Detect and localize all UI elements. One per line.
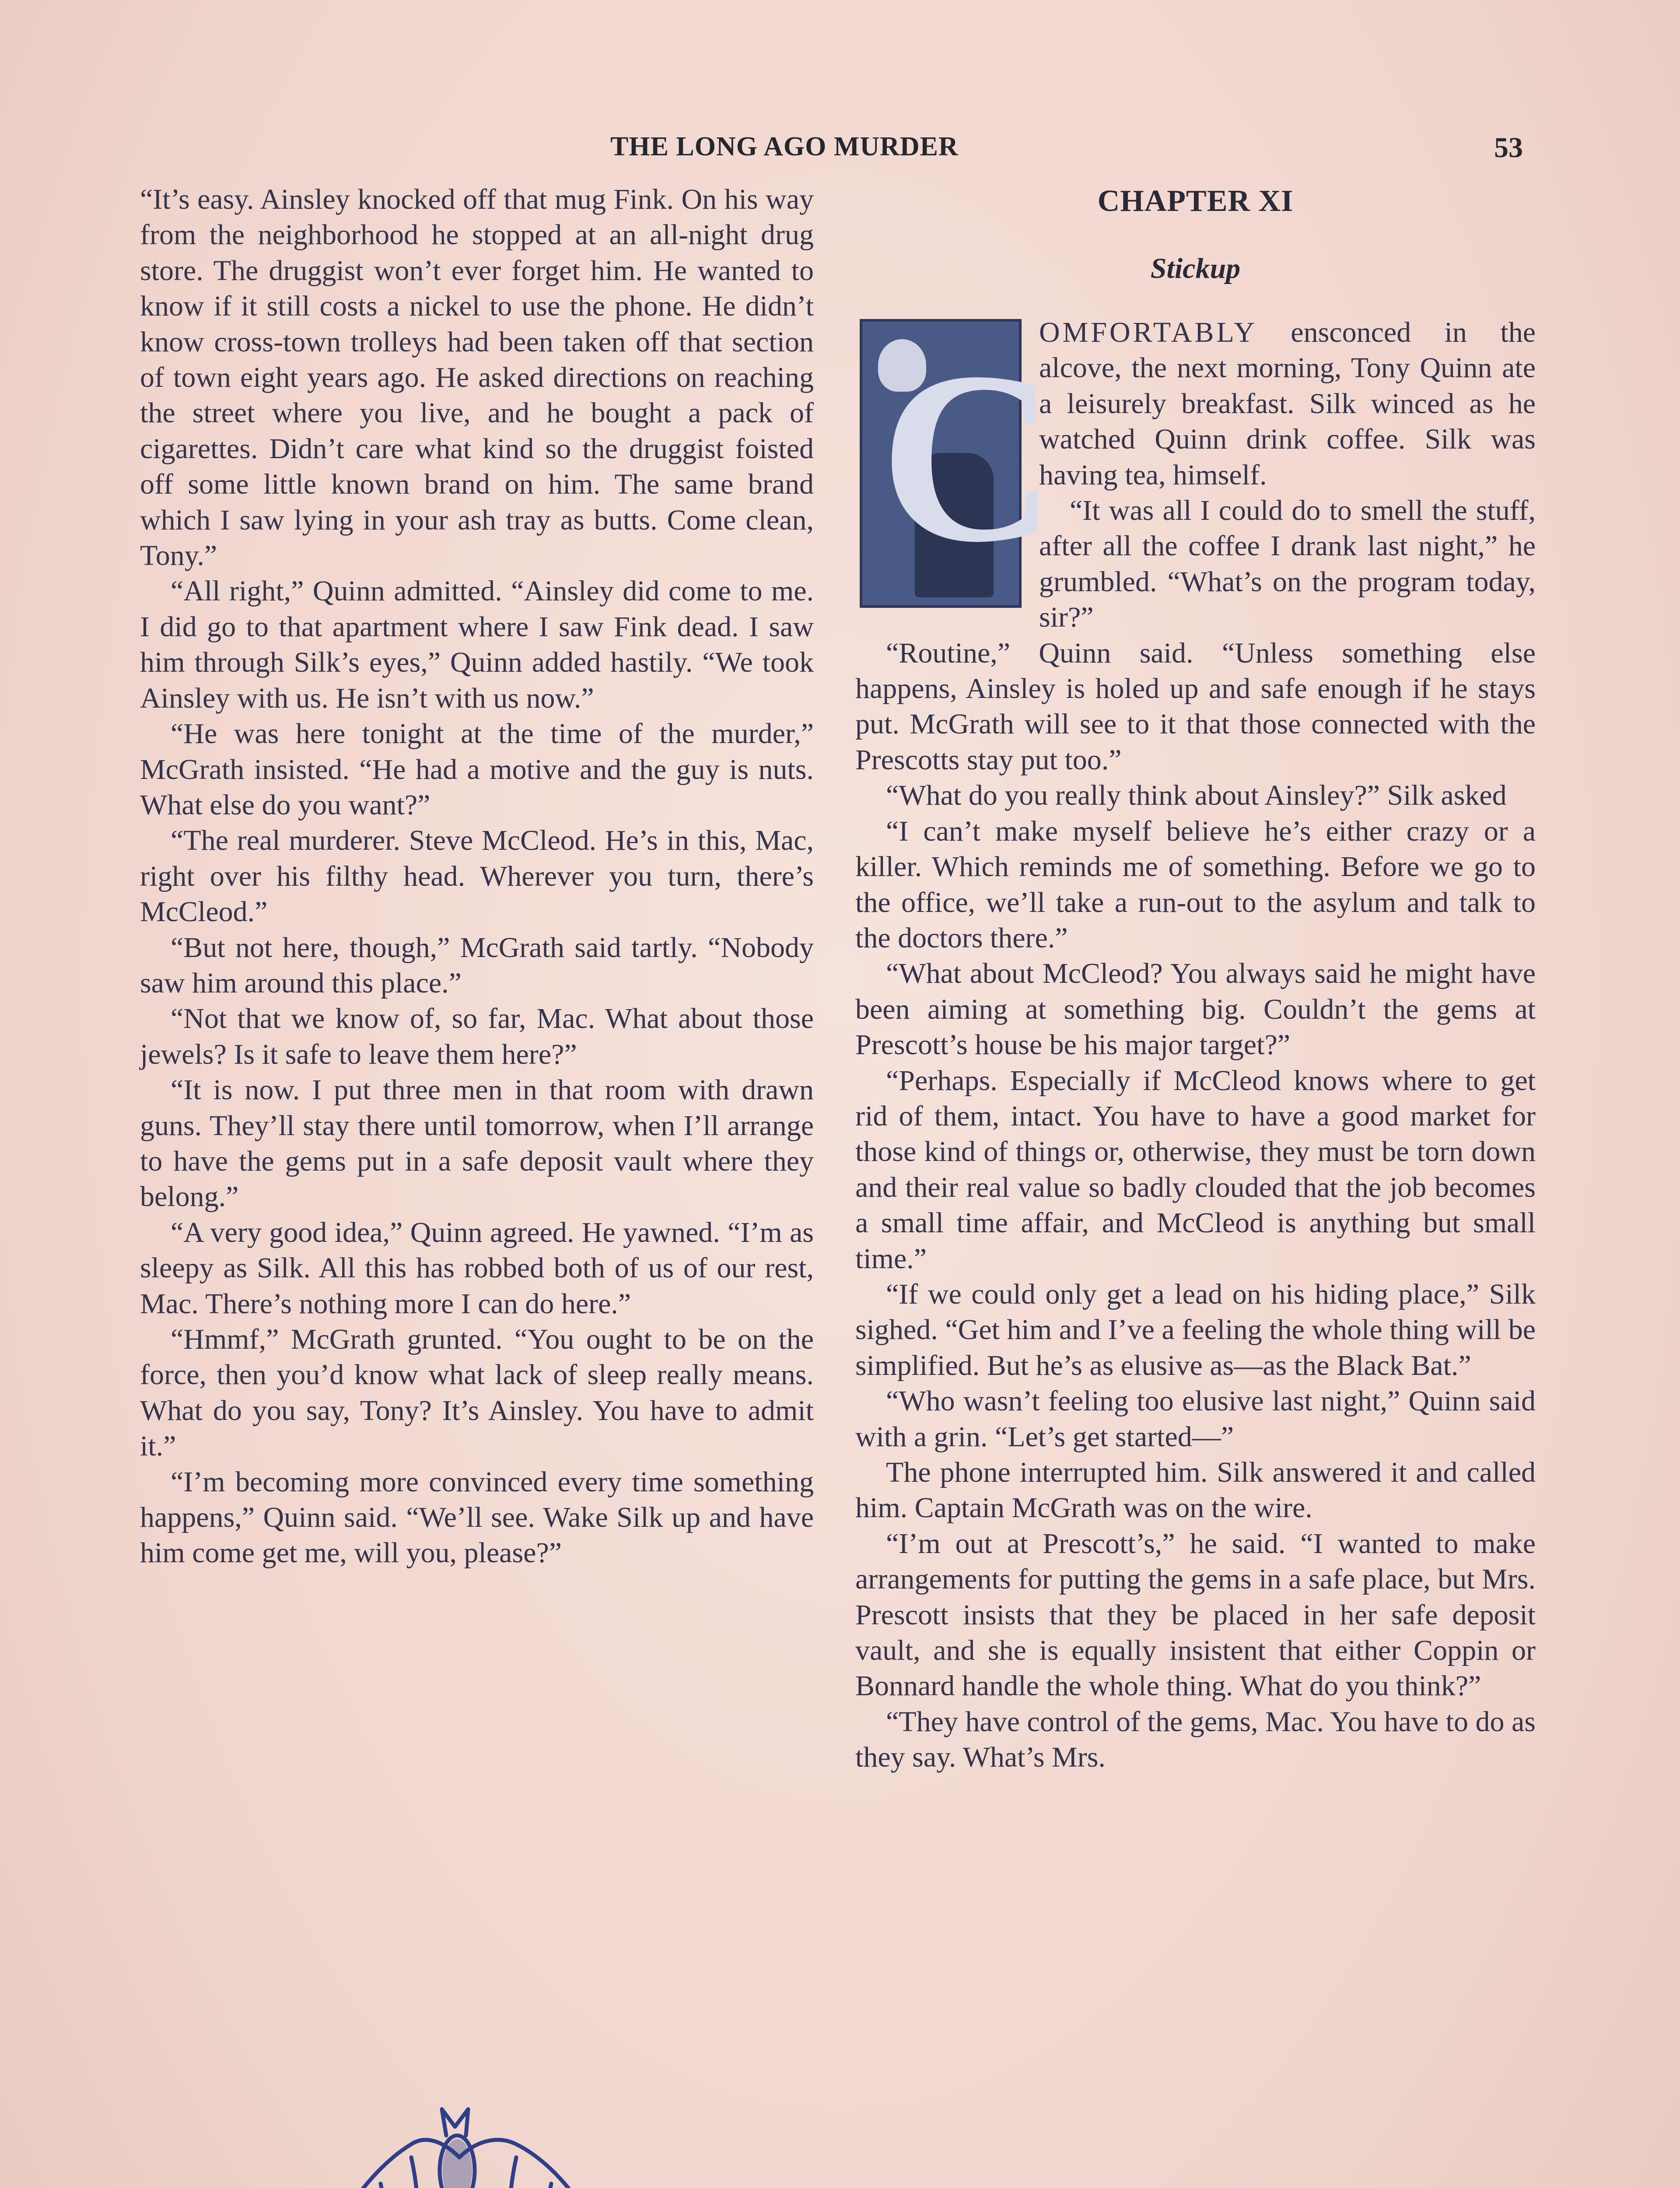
chapter-heading: CHAPTER XI [1097, 184, 1294, 218]
paragraph: “Routine,” Quinn said. “Unless something else happens, Ainsley is holed up and safe enough if he stays put. McGrath will see to it that those connected with the Prescotts stay put too.” [855, 637, 1536, 776]
paragraph: “It was all I could do to smell the stuff, after all the coffee I drank last night,” he grumbled. “What’s on the program today, sir?” [1039, 494, 1536, 634]
chapter-title: Stickup [1150, 252, 1241, 284]
paragraph: “The real murderer. Steve McCleod. He’s in this, Mac, right over his filthy head. Wherever you turn, there’s McCleod.” [140, 824, 814, 928]
paragraph: “What about McCleod? You always said he might have been aiming at something big. Couldn’t the gems at Prescott’s house be his major target?” [855, 957, 1536, 1061]
paragraph: “Who wasn’t feeling too elusive last night,” Quinn said with a grin. “Let’s get started—” [855, 1385, 1536, 1453]
paragraph: “What do you really think about Ainsley?” Silk asked [886, 779, 1507, 812]
bat-icon [280, 2083, 639, 2188]
paragraph: “He was here tonight at the time of the murder,” McGrath insisted. “He had a motive and the guy is nuts. What else do you want?” [140, 718, 814, 821]
paragraph: “They have control of the gems, Mac. You have to do as they say. What’s Mrs. [855, 1705, 1536, 1774]
paragraph: The phone interrupted him. Silk answered it and called him. Captain McGrath was on the wire. [855, 1456, 1536, 1524]
paragraph: “It is now. I put three men in that room with drawn guns. They’ll stay there until tomorrow, when I’ll arrange to have the gems put in a safe deposit vault where they belong.” [140, 1074, 814, 1213]
paragraph: “Perhaps. Especially if McCleod knows where to get rid of them, intact. You have to have a good market for those kind of things or, otherwise, they must be torn down and their real value so badly clouded that the job becomes a small time affair, and McCleod is anything but small time.” [855, 1064, 1536, 1275]
paragraph: “Not that we know of, so far, Mac. What about those jewels? Is it safe to leave them here?” [140, 1003, 814, 1070]
right-column [855, 182, 1536, 2081]
paragraph: “All right,” Quinn admitted. “Ainsley did come to me. I did go to that apartment where I saw Fink dead. I saw him through Silk’s eyes,” Quinn added hastily. “We took Ainsley with us. He isn’t with us now.” [140, 575, 814, 714]
paragraph: “I can’t make myself believe he’s either crazy or a killer. Which reminds me of something. Before we go to the office, we’ll take a run-out to the asylum and talk to the doctors there.” [855, 815, 1536, 954]
dropcap-letter: C [880, 322, 1057, 593]
page-number: 53 [1494, 132, 1523, 164]
dropcap-illustration [860, 319, 1057, 608]
paragraph: “If we could only get a lead on his hiding place,” Silk sighed. “Get him and I’ve a feeling the whole thing will be simplified. But he’s as elusive as—as the Black Bat.” [855, 1278, 1536, 1382]
paragraph: “But not here, though,” McGrath said tartly. “Nobody saw him around this place.” [140, 931, 814, 999]
left-column [140, 182, 814, 2081]
paragraph: “It’s easy. Ainsley knocked off that mug Fink. On his way from the neighborhood he stopped at an all-night drug store. The druggist won’t ever forget him. He wanted to know if it still costs a nickel to use the phone. He didn’t know cross-town trolleys had been taken off that section of town eight years ago. He asked directions on reaching the street where you live, and he bought a pack of cigarettes. Didn’t care what kind so the druggist foisted off some little known brand on him. The same brand which I saw lying in your ash tray as butts. Come clean, Tony.” [140, 183, 814, 572]
paragraph: “A very good idea,” Quinn agreed. He yawned. “I’m as sleepy as Silk. All this has robbed both of us of our rest, Mac. There’s nothing more I can do here.” [140, 1216, 814, 1320]
paragraph: “I’m becoming more convinced every time something happens,” Quinn said. “We’ll see. Wake Silk up and have him come get me, will you, please?” [140, 1466, 814, 1569]
running-title: THE LONG AGO MURDER [610, 132, 959, 161]
opening-first-word: OMFORTABLY [1039, 316, 1257, 348]
opening-text: ensconced in the alcove, the next morning, Tony Quinn ate a leisurely breakfast. Silk winced as he watched Quinn drink coffee. Silk was having tea, himself. [1039, 316, 1536, 491]
paragraph: “I’m out at Prescott’s,” he said. “I wanted to make arrangements for putting the gems in a safe place, but Mrs. Prescott insists that they be placed in her safe deposit vault, and she is equally insistent that either Coppin or Bonnard handle the whole thing. What do you think?” [855, 1527, 1536, 1702]
paragraph: “Hmmf,” McGrath grunted. “You ought to be on the force, then you’d know what lack of sleep really means. What do you say, Tony? It’s Ainsley. You have to admit it.” [140, 1323, 814, 1462]
